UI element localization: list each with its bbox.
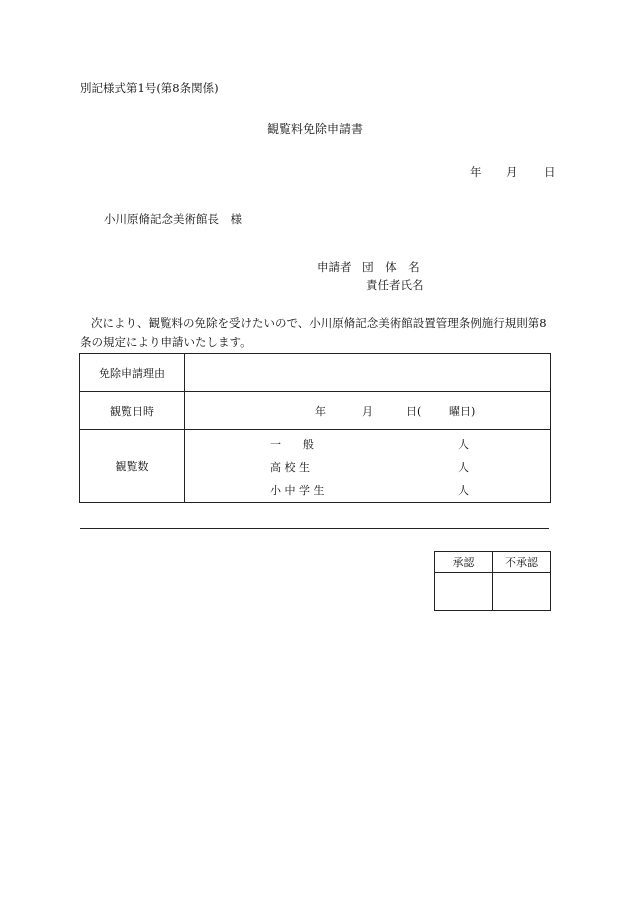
- visit-day-label: 日(: [406, 405, 422, 418]
- approve-header: 承認: [435, 552, 493, 573]
- reject-header: 不承認: [493, 552, 551, 573]
- approve-stamp-area[interactable]: [435, 573, 493, 611]
- applicant-label: 申請者: [317, 260, 352, 274]
- visit-month-label: 月: [362, 405, 373, 418]
- date-day: 日: [544, 165, 556, 179]
- reason-field[interactable]: [185, 354, 551, 392]
- visit-year-label: 年: [315, 405, 326, 418]
- category-label: 一 般: [270, 438, 314, 451]
- unit-label: 人: [458, 484, 469, 497]
- reject-stamp-area[interactable]: [493, 573, 551, 611]
- category-label: 小 中 学 生: [270, 484, 325, 497]
- visit-weekday-label: 曜日): [449, 405, 476, 418]
- request-statement: 次により、観覧料の免除を受けたいので、小川原脩記念美術館設置管理条例施行規則第8条の規定により申請いたします。: [80, 316, 547, 349]
- date-year: 年: [470, 165, 482, 179]
- addressee: 小川原脩記念美術館長 様: [104, 212, 242, 226]
- reason-label: 免除申請理由: [80, 354, 185, 392]
- unit-label: 人: [458, 438, 469, 451]
- date-month: 月: [506, 165, 518, 179]
- visit-date-field[interactable]: [185, 392, 551, 430]
- document-title: 観覧料免除申請書: [266, 122, 363, 136]
- applicant-group-row: [317, 259, 420, 275]
- unit-label: 人: [458, 461, 469, 474]
- category-label: 高 校 生: [270, 461, 310, 474]
- visitor-count-field[interactable]: [185, 430, 551, 503]
- form-id: 別記様式第1号(第8条関係): [80, 81, 219, 95]
- visit-date-label: 観覧日時: [80, 392, 185, 430]
- group-name-label: 団 体 名: [362, 260, 420, 274]
- divider: [80, 528, 549, 529]
- application-table: [79, 353, 551, 503]
- responsible-person-label: 責任者氏名: [366, 278, 424, 292]
- approval-box: [434, 551, 551, 611]
- submission-date: [470, 164, 556, 180]
- visitor-count-label: 観覧数: [80, 430, 185, 503]
